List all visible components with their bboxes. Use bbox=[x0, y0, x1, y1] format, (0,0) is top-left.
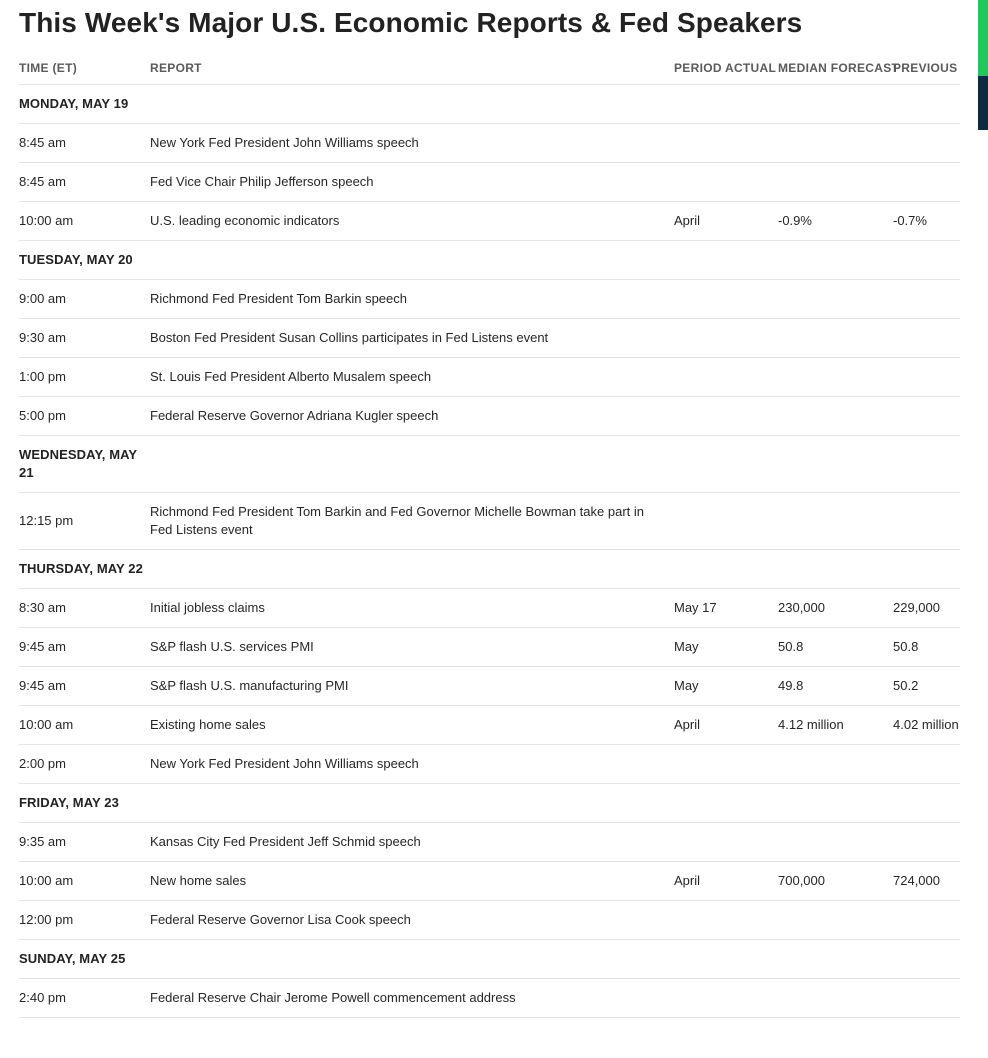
day-header-row bbox=[19, 784, 960, 823]
day-header-filler bbox=[150, 940, 960, 979]
table-row bbox=[19, 862, 960, 901]
actual-cell bbox=[725, 124, 778, 163]
previous-cell bbox=[893, 493, 960, 550]
actual-cell bbox=[725, 667, 778, 706]
table-row bbox=[19, 358, 960, 397]
column-header-previous: PREVIOUS bbox=[893, 56, 960, 85]
time-cell: 10:00 am bbox=[19, 202, 150, 241]
scrollbar-thumb[interactable] bbox=[978, 76, 988, 130]
actual-cell bbox=[725, 823, 778, 862]
day-label: THURSDAY, MAY 22 bbox=[19, 550, 150, 589]
table-row bbox=[19, 319, 960, 358]
report-cell: Richmond Fed President Tom Barkin and Fed Governor Michelle Bowman take part in Fed Listens event bbox=[150, 493, 674, 550]
median-forecast-cell: -0.9% bbox=[778, 202, 893, 241]
median-forecast-cell bbox=[778, 280, 893, 319]
period-cell bbox=[674, 358, 725, 397]
day-header-filler bbox=[150, 784, 960, 823]
median-forecast-cell bbox=[778, 979, 893, 1018]
report-cell: Boston Fed President Susan Collins participates in Fed Listens event bbox=[150, 319, 674, 358]
time-cell: 8:45 am bbox=[19, 124, 150, 163]
median-forecast-cell bbox=[778, 493, 893, 550]
median-forecast-cell bbox=[778, 397, 893, 436]
actual-cell bbox=[725, 706, 778, 745]
time-cell: 2:40 pm bbox=[19, 979, 150, 1018]
period-cell: May bbox=[674, 667, 725, 706]
column-header-time: TIME (ET) bbox=[19, 56, 150, 85]
period-cell bbox=[674, 979, 725, 1018]
day-header-row bbox=[19, 940, 960, 979]
previous-cell: 50.2 bbox=[893, 667, 960, 706]
previous-cell: -0.7% bbox=[893, 202, 960, 241]
time-cell: 12:15 pm bbox=[19, 493, 150, 550]
table-row bbox=[19, 745, 960, 784]
previous-cell bbox=[893, 319, 960, 358]
page-scrollbar[interactable] bbox=[978, 0, 988, 130]
actual-cell bbox=[725, 280, 778, 319]
economic-calendar-table bbox=[19, 56, 960, 1018]
period-cell bbox=[674, 280, 725, 319]
actual-cell bbox=[725, 628, 778, 667]
actual-cell bbox=[725, 901, 778, 940]
previous-cell bbox=[893, 163, 960, 202]
previous-cell bbox=[893, 124, 960, 163]
report-cell: New York Fed President John Williams speech bbox=[150, 124, 674, 163]
day-header-filler bbox=[150, 241, 960, 280]
median-forecast-cell bbox=[778, 163, 893, 202]
period-cell bbox=[674, 493, 725, 550]
time-cell: 9:45 am bbox=[19, 628, 150, 667]
median-forecast-cell: 49.8 bbox=[778, 667, 893, 706]
previous-cell: 4.02 million bbox=[893, 706, 960, 745]
time-cell: 12:00 pm bbox=[19, 901, 150, 940]
period-cell: April bbox=[674, 862, 725, 901]
table-row bbox=[19, 706, 960, 745]
previous-cell: 724,000 bbox=[893, 862, 960, 901]
day-label: WEDNESDAY, MAY 21 bbox=[19, 436, 150, 493]
table-row bbox=[19, 202, 960, 241]
actual-cell bbox=[725, 493, 778, 550]
previous-cell bbox=[893, 901, 960, 940]
time-cell: 2:00 pm bbox=[19, 745, 150, 784]
day-label: SUNDAY, MAY 25 bbox=[19, 940, 150, 979]
report-cell: Initial jobless claims bbox=[150, 589, 674, 628]
time-cell: 8:45 am bbox=[19, 163, 150, 202]
previous-cell bbox=[893, 358, 960, 397]
median-forecast-cell bbox=[778, 124, 893, 163]
report-cell: S&P flash U.S. manufacturing PMI bbox=[150, 667, 674, 706]
median-forecast-cell: 50.8 bbox=[778, 628, 893, 667]
period-cell: May bbox=[674, 628, 725, 667]
report-cell: U.S. leading economic indicators bbox=[150, 202, 674, 241]
day-header-row bbox=[19, 550, 960, 589]
median-forecast-cell bbox=[778, 319, 893, 358]
report-cell: Federal Reserve Governor Lisa Cook speech bbox=[150, 901, 674, 940]
previous-cell: 50.8 bbox=[893, 628, 960, 667]
report-cell: Richmond Fed President Tom Barkin speech bbox=[150, 280, 674, 319]
median-forecast-cell: 4.12 million bbox=[778, 706, 893, 745]
period-cell: April bbox=[674, 202, 725, 241]
time-cell: 10:00 am bbox=[19, 862, 150, 901]
day-label: TUESDAY, MAY 20 bbox=[19, 241, 150, 280]
median-forecast-cell bbox=[778, 358, 893, 397]
median-forecast-cell bbox=[778, 745, 893, 784]
table-body bbox=[19, 85, 960, 1018]
actual-cell bbox=[725, 163, 778, 202]
previous-cell bbox=[893, 823, 960, 862]
table-row bbox=[19, 280, 960, 319]
period-cell bbox=[674, 901, 725, 940]
table-row bbox=[19, 589, 960, 628]
time-cell: 10:00 am bbox=[19, 706, 150, 745]
column-header-report: REPORT bbox=[150, 56, 674, 85]
period-cell bbox=[674, 319, 725, 358]
time-cell: 9:30 am bbox=[19, 319, 150, 358]
period-cell: May 17 bbox=[674, 589, 725, 628]
day-header-row bbox=[19, 85, 960, 124]
day-label: MONDAY, MAY 19 bbox=[19, 85, 150, 124]
table-row bbox=[19, 823, 960, 862]
table-row bbox=[19, 901, 960, 940]
previous-cell bbox=[893, 745, 960, 784]
period-cell bbox=[674, 745, 725, 784]
day-header-row bbox=[19, 241, 960, 280]
median-forecast-cell: 700,000 bbox=[778, 862, 893, 901]
actual-cell bbox=[725, 319, 778, 358]
table-row bbox=[19, 163, 960, 202]
time-cell: 9:00 am bbox=[19, 280, 150, 319]
column-header-actual: ACTUAL bbox=[725, 56, 778, 85]
actual-cell bbox=[725, 979, 778, 1018]
page-title: This Week's Major U.S. Economic Reports & Fed Speakers bbox=[19, 7, 803, 38]
period-cell bbox=[674, 124, 725, 163]
report-cell: Federal Reserve Governor Adriana Kugler speech bbox=[150, 397, 674, 436]
actual-cell bbox=[725, 202, 778, 241]
actual-cell bbox=[725, 745, 778, 784]
table-row bbox=[19, 979, 960, 1018]
table-row bbox=[19, 124, 960, 163]
report-cell: Federal Reserve Chair Jerome Powell commencement address bbox=[150, 979, 674, 1018]
time-cell: 9:35 am bbox=[19, 823, 150, 862]
day-header-filler bbox=[150, 85, 960, 124]
report-cell: St. Louis Fed President Alberto Musalem speech bbox=[150, 358, 674, 397]
table-row bbox=[19, 493, 960, 550]
previous-cell bbox=[893, 397, 960, 436]
actual-cell bbox=[725, 358, 778, 397]
day-header-filler bbox=[150, 436, 960, 493]
table-header-row bbox=[19, 56, 960, 85]
report-cell: Kansas City Fed President Jeff Schmid speech bbox=[150, 823, 674, 862]
previous-cell bbox=[893, 280, 960, 319]
table-row bbox=[19, 667, 960, 706]
day-label: FRIDAY, MAY 23 bbox=[19, 784, 150, 823]
time-cell: 8:30 am bbox=[19, 589, 150, 628]
day-header-filler bbox=[150, 550, 960, 589]
report-cell: S&P flash U.S. services PMI bbox=[150, 628, 674, 667]
median-forecast-cell: 230,000 bbox=[778, 589, 893, 628]
column-header-median-forecast: MEDIAN FORECAST bbox=[778, 56, 893, 85]
report-cell: Fed Vice Chair Philip Jefferson speech bbox=[150, 163, 674, 202]
table-row bbox=[19, 397, 960, 436]
median-forecast-cell bbox=[778, 823, 893, 862]
time-cell: 5:00 pm bbox=[19, 397, 150, 436]
column-header-period: PERIOD bbox=[674, 56, 725, 85]
period-cell bbox=[674, 823, 725, 862]
period-cell bbox=[674, 397, 725, 436]
previous-cell bbox=[893, 979, 960, 1018]
time-cell: 1:00 pm bbox=[19, 358, 150, 397]
scrollbar-accent bbox=[978, 0, 988, 76]
report-cell: New home sales bbox=[150, 862, 674, 901]
day-header-row bbox=[19, 436, 960, 493]
report-cell: New York Fed President John Williams speech bbox=[150, 745, 674, 784]
median-forecast-cell bbox=[778, 901, 893, 940]
previous-cell: 229,000 bbox=[893, 589, 960, 628]
actual-cell bbox=[725, 589, 778, 628]
actual-cell bbox=[725, 862, 778, 901]
period-cell bbox=[674, 163, 725, 202]
actual-cell bbox=[725, 397, 778, 436]
period-cell: April bbox=[674, 706, 725, 745]
report-cell: Existing home sales bbox=[150, 706, 674, 745]
time-cell: 9:45 am bbox=[19, 667, 150, 706]
table-row bbox=[19, 628, 960, 667]
